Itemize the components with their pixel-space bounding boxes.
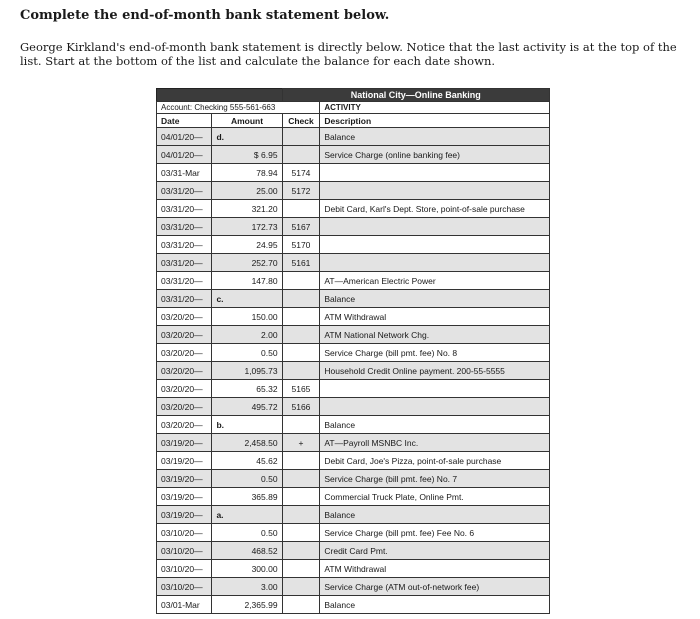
amount-cell: 252.70: [212, 254, 282, 272]
date-cell: 03/31/20—: [157, 236, 212, 254]
check-cell: 5167: [282, 218, 320, 236]
amount-cell: 45.62: [212, 452, 282, 470]
amount-cell: 0.50: [212, 344, 282, 362]
amount-cell: 65.32: [212, 380, 282, 398]
date-cell: 03/31/20—: [157, 254, 212, 272]
check-cell: [282, 488, 320, 506]
instructions: George Kirkland's end-of-month bank statement is directly below. Notice that the last activity is at the top of the list. Start at the bottom of the list and calculate the balance for each date shown.: [20, 40, 677, 68]
description-cell: Balance: [320, 290, 550, 308]
description-cell: Service Charge (ATM out-of-network fee): [320, 578, 550, 596]
table-row: [157, 236, 550, 254]
bank-header: National City—Online Banking: [282, 89, 549, 102]
amount-cell: 0.50: [212, 524, 282, 542]
amount-cell: $ 6.95: [212, 146, 282, 164]
table-row: [157, 344, 550, 362]
table-row: [157, 308, 550, 326]
amount-cell: b.: [212, 416, 282, 434]
description-cell: Balance: [320, 416, 550, 434]
date-cell: 03/19/20—: [157, 434, 212, 452]
bank-statement-table: [156, 88, 550, 614]
table-row: [157, 524, 550, 542]
description-cell: Credit Card Pmt.: [320, 542, 550, 560]
description-cell: Household Credit Online payment. 200-55-5555: [320, 362, 550, 380]
date-cell: 04/01/20—: [157, 128, 212, 146]
description-cell: Balance: [320, 128, 550, 146]
table-row: [157, 290, 550, 308]
description-cell: [320, 182, 550, 200]
table-row: [157, 164, 550, 182]
table-row: [157, 128, 550, 146]
description-cell: Balance: [320, 596, 550, 614]
date-cell: 03/20/20—: [157, 344, 212, 362]
amount-cell: 24.95: [212, 236, 282, 254]
amount-cell: 25.00: [212, 182, 282, 200]
date-cell: 03/31-Mar: [157, 164, 212, 182]
header-spacer: [157, 89, 283, 102]
check-cell: [282, 596, 320, 614]
date-cell: 03/01-Mar: [157, 596, 212, 614]
description-cell: Service Charge (online banking fee): [320, 146, 550, 164]
table-row: [157, 182, 550, 200]
date-cell: 03/10/20—: [157, 524, 212, 542]
date-cell: 03/31/20—: [157, 218, 212, 236]
amount-cell: 150.00: [212, 308, 282, 326]
table-row: [157, 254, 550, 272]
description-cell: Service Charge (bill pmt. fee) No. 8: [320, 344, 550, 362]
account-label: Account: Checking 555-561-663: [157, 102, 320, 114]
table-row: [157, 578, 550, 596]
description-cell: Service Charge (bill pmt. fee) Fee No. 6: [320, 524, 550, 542]
description-cell: Commercial Truck Plate, Online Pmt.: [320, 488, 550, 506]
check-cell: 5165: [282, 380, 320, 398]
description-cell: [320, 164, 550, 182]
date-cell: 03/31/20—: [157, 182, 212, 200]
description-cell: Service Charge (bill pmt. fee) No. 7: [320, 470, 550, 488]
column-header-check: Check: [282, 114, 320, 128]
table-row: [157, 470, 550, 488]
amount-cell: 1,095.73: [212, 362, 282, 380]
column-header-amount: Amount: [212, 114, 282, 128]
description-cell: Debit Card, Joe's Pizza, point-of-sale purchase: [320, 452, 550, 470]
date-cell: 03/19/20—: [157, 506, 212, 524]
check-cell: 5166: [282, 398, 320, 416]
description-cell: [320, 380, 550, 398]
activity-label: ACTIVITY: [320, 102, 550, 114]
check-cell: [282, 362, 320, 380]
description-cell: AT—Payroll MSNBC Inc.: [320, 434, 550, 452]
amount-cell: 365.89: [212, 488, 282, 506]
amount-cell: 147.80: [212, 272, 282, 290]
date-cell: 03/20/20—: [157, 380, 212, 398]
check-cell: 5172: [282, 182, 320, 200]
date-cell: 03/20/20—: [157, 416, 212, 434]
check-cell: [282, 506, 320, 524]
amount-cell: 321.20: [212, 200, 282, 218]
date-cell: 03/19/20—: [157, 470, 212, 488]
bank-header-row: [157, 89, 550, 102]
date-cell: 03/31/20—: [157, 290, 212, 308]
amount-cell: c.: [212, 290, 282, 308]
amount-cell: 172.73: [212, 218, 282, 236]
check-cell: [282, 344, 320, 362]
description-cell: ATM Withdrawal: [320, 308, 550, 326]
table-row: [157, 488, 550, 506]
table-row: [157, 452, 550, 470]
amount-cell: 300.00: [212, 560, 282, 578]
table-row: [157, 506, 550, 524]
table-row: [157, 218, 550, 236]
table-row: [157, 416, 550, 434]
table-row: [157, 434, 550, 452]
check-cell: [282, 542, 320, 560]
check-cell: [282, 308, 320, 326]
check-cell: [282, 326, 320, 344]
check-cell: 5174: [282, 164, 320, 182]
check-cell: [282, 416, 320, 434]
table-row: [157, 398, 550, 416]
check-cell: [282, 470, 320, 488]
amount-cell: a.: [212, 506, 282, 524]
table-row: [157, 362, 550, 380]
check-cell: 5170: [282, 236, 320, 254]
date-cell: 03/19/20—: [157, 452, 212, 470]
check-cell: [282, 578, 320, 596]
check-cell: [282, 200, 320, 218]
description-cell: [320, 398, 550, 416]
check-cell: [282, 272, 320, 290]
table-row: [157, 380, 550, 398]
table-row: [157, 326, 550, 344]
column-header-row: [157, 114, 550, 128]
date-cell: 03/10/20—: [157, 560, 212, 578]
date-cell: 03/10/20—: [157, 578, 212, 596]
table-row: [157, 200, 550, 218]
amount-cell: 2.00: [212, 326, 282, 344]
date-cell: 03/20/20—: [157, 398, 212, 416]
table-row: [157, 542, 550, 560]
description-cell: Debit Card, Karl's Dept. Store, point-of-sale purchase: [320, 200, 550, 218]
check-cell: [282, 452, 320, 470]
date-cell: 03/20/20—: [157, 362, 212, 380]
description-cell: AT—American Electric Power: [320, 272, 550, 290]
date-cell: 03/20/20—: [157, 308, 212, 326]
check-cell: 5161: [282, 254, 320, 272]
check-cell: [282, 290, 320, 308]
check-cell: +: [282, 434, 320, 452]
amount-cell: 2,458.50: [212, 434, 282, 452]
date-cell: 03/31/20—: [157, 272, 212, 290]
date-cell: 04/01/20—: [157, 146, 212, 164]
amount-cell: 78.94: [212, 164, 282, 182]
column-header-description: Description: [320, 114, 550, 128]
page-title: Complete the end-of-month bank statement below.: [20, 8, 390, 23]
date-cell: 03/10/20—: [157, 542, 212, 560]
account-row: [157, 102, 550, 114]
date-cell: 03/20/20—: [157, 326, 212, 344]
amount-cell: 2,365.99: [212, 596, 282, 614]
check-cell: [282, 560, 320, 578]
column-header-date: Date: [157, 114, 212, 128]
description-cell: Balance: [320, 506, 550, 524]
amount-cell: d.: [212, 128, 282, 146]
date-cell: 03/19/20—: [157, 488, 212, 506]
amount-cell: 0.50: [212, 470, 282, 488]
description-cell: [320, 218, 550, 236]
description-cell: [320, 254, 550, 272]
description-cell: ATM Withdrawal: [320, 560, 550, 578]
date-cell: 03/31/20—: [157, 200, 212, 218]
amount-cell: 3.00: [212, 578, 282, 596]
table-row: [157, 560, 550, 578]
table-row: [157, 146, 550, 164]
table-row: [157, 272, 550, 290]
description-cell: ATM National Network Chg.: [320, 326, 550, 344]
amount-cell: 468.52: [212, 542, 282, 560]
table-row: [157, 596, 550, 614]
check-cell: [282, 128, 320, 146]
description-cell: [320, 236, 550, 254]
check-cell: [282, 146, 320, 164]
check-cell: [282, 524, 320, 542]
amount-cell: 495.72: [212, 398, 282, 416]
